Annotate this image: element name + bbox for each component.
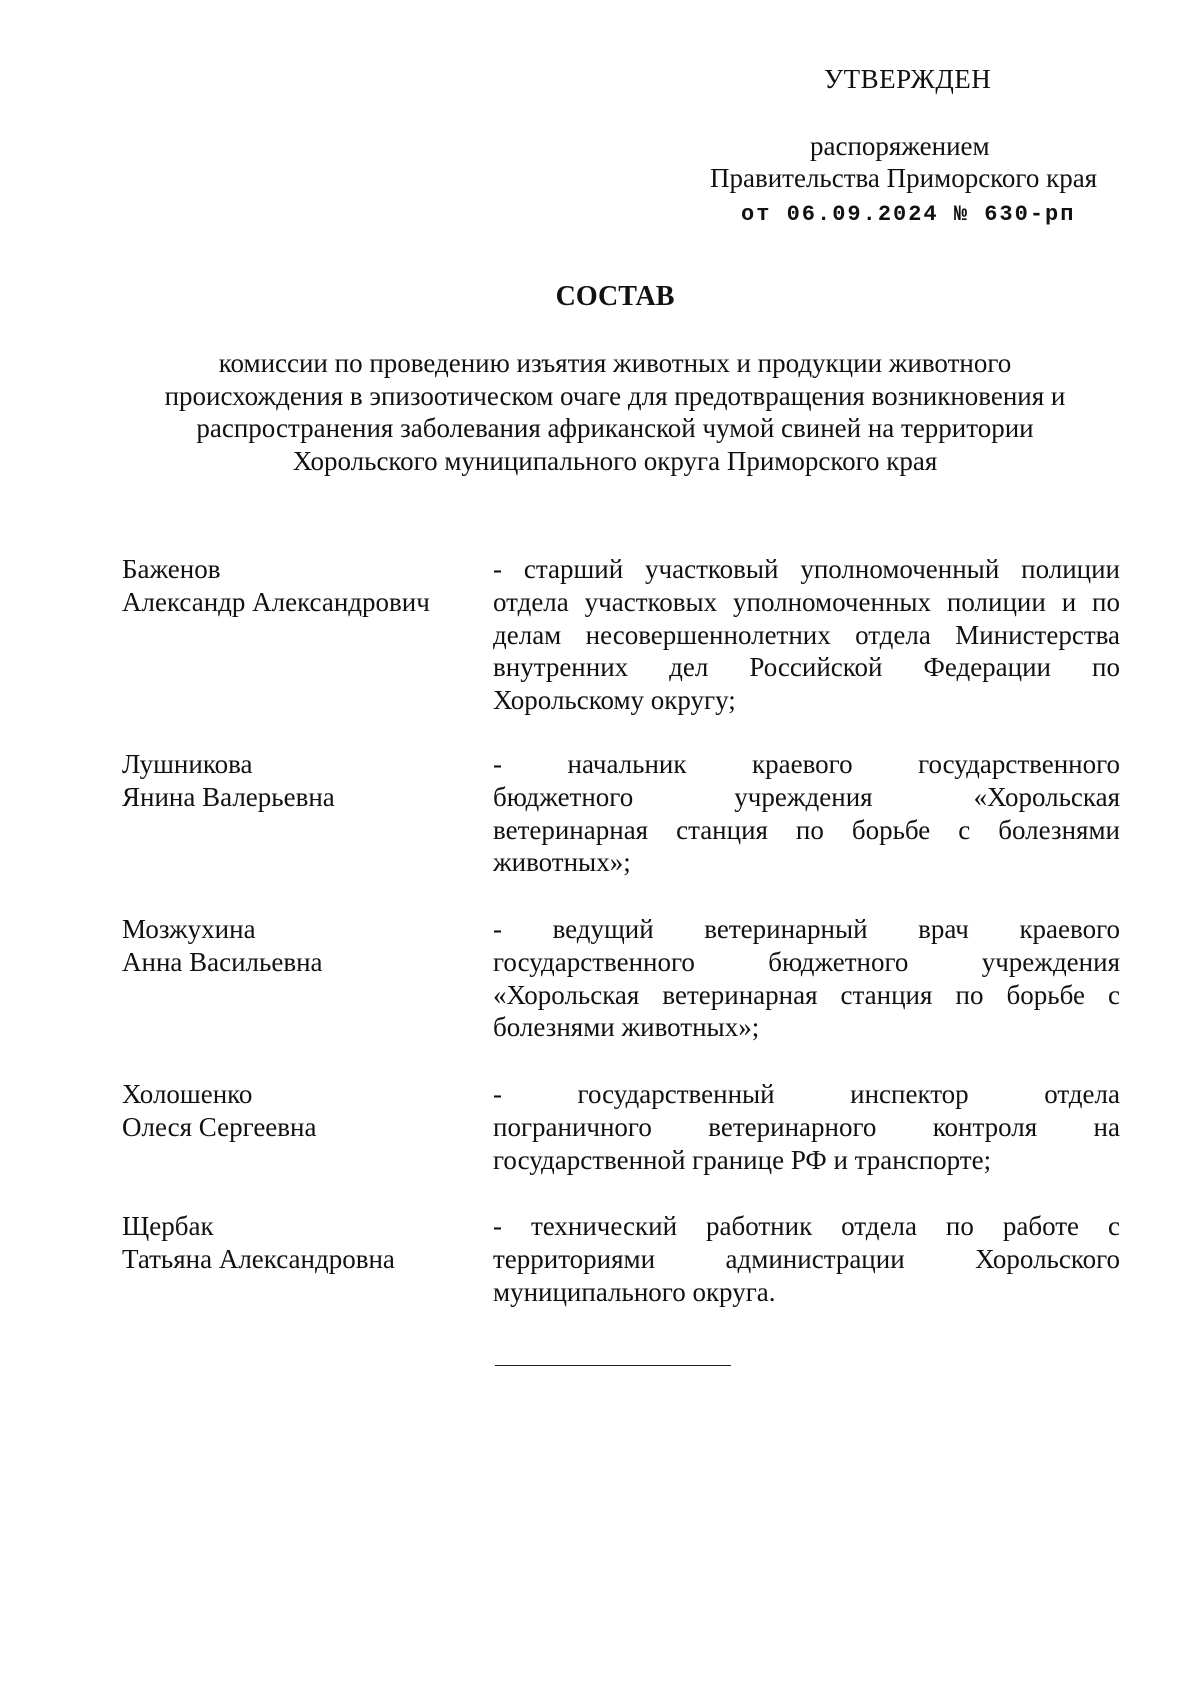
position-line: - начальник краевого государственного [493, 749, 1120, 779]
position-line: внутренних дел Российской Федерации по [493, 652, 1120, 683]
member-surname: Баженов [122, 554, 221, 584]
approval-authority: Правительства Приморского края [710, 163, 1098, 193]
member-position [493, 748, 1120, 879]
member-name [122, 553, 482, 619]
document-subtitle [120, 347, 1110, 477]
member-position [493, 913, 1120, 1044]
member-surname: Лушникова [122, 749, 253, 779]
member-given-names: Александр Александрович [122, 586, 430, 617]
member-given-names: Анна Васильевна [122, 946, 323, 977]
approval-title: УТВЕРЖДЕН [824, 64, 992, 94]
position-line: государственной границе РФ и транспорте; [493, 1144, 992, 1175]
position-line: животных»; [493, 847, 631, 878]
position-line: государственного бюджетного учреждения [493, 946, 1120, 977]
position-line: - государственный инспектор отдела [493, 1079, 1120, 1109]
member-position [493, 553, 1120, 717]
position-line: бюджетного учреждения «Хорольская [493, 781, 1120, 812]
member-name [122, 1078, 482, 1144]
member-position [493, 1210, 1120, 1308]
position-line: делам несовершеннолетних отдела Министерства [493, 619, 1120, 650]
member-surname: Холошенко [122, 1079, 253, 1109]
member-name [122, 913, 482, 979]
position-line: отдела участковых уполномоченных полиции и по [493, 586, 1120, 617]
end-rule-divider [495, 1365, 731, 1366]
member-given-names: Олеся Сергеевна [122, 1111, 317, 1142]
subtitle-line: распространения заболевания африканской чумой свиней на территории [196, 413, 1034, 443]
subtitle-line: комиссии по проведению изъятия животных и продукции животного [218, 348, 1012, 378]
position-line: территориями администрации Хорольского [493, 1243, 1120, 1274]
member-surname: Щербак [122, 1211, 214, 1241]
approval-date-number: от 06.09.2024 № 630-рп [741, 202, 1076, 227]
position-line: - старший участковый уполномоченный полиции [493, 554, 1120, 584]
document-title: СОСТАВ [555, 281, 675, 312]
member-given-names: Татьяна Александровна [122, 1243, 395, 1274]
position-line: болезнями животных»; [493, 1012, 760, 1043]
subtitle-line: происхождения в эпизоотическом очаге для предотвращения возникновения и [164, 380, 1066, 411]
position-line: Хорольскому округу; [493, 685, 736, 716]
position-line: муниципального округа. [493, 1276, 776, 1307]
member-name [122, 748, 482, 814]
position-line: ветеринарная станция по борьбе с болезнями [493, 814, 1120, 845]
member-name [122, 1210, 482, 1276]
position-line: пограничного ветеринарного контроля на [493, 1111, 1120, 1142]
subtitle-line: Хорольского муниципального округа Приморского края [292, 445, 938, 476]
approval-by-order: распоряжением [810, 131, 990, 161]
position-line: «Хорольская ветеринарная станция по борьбе с [493, 979, 1120, 1010]
position-line: - технический работник отдела по работе с [493, 1211, 1120, 1241]
member-position [493, 1078, 1120, 1176]
position-line: - ведущий ветеринарный врач краевого [493, 914, 1120, 944]
member-surname: Мозжухина [122, 914, 256, 944]
member-given-names: Янина Валерьевна [122, 781, 335, 812]
